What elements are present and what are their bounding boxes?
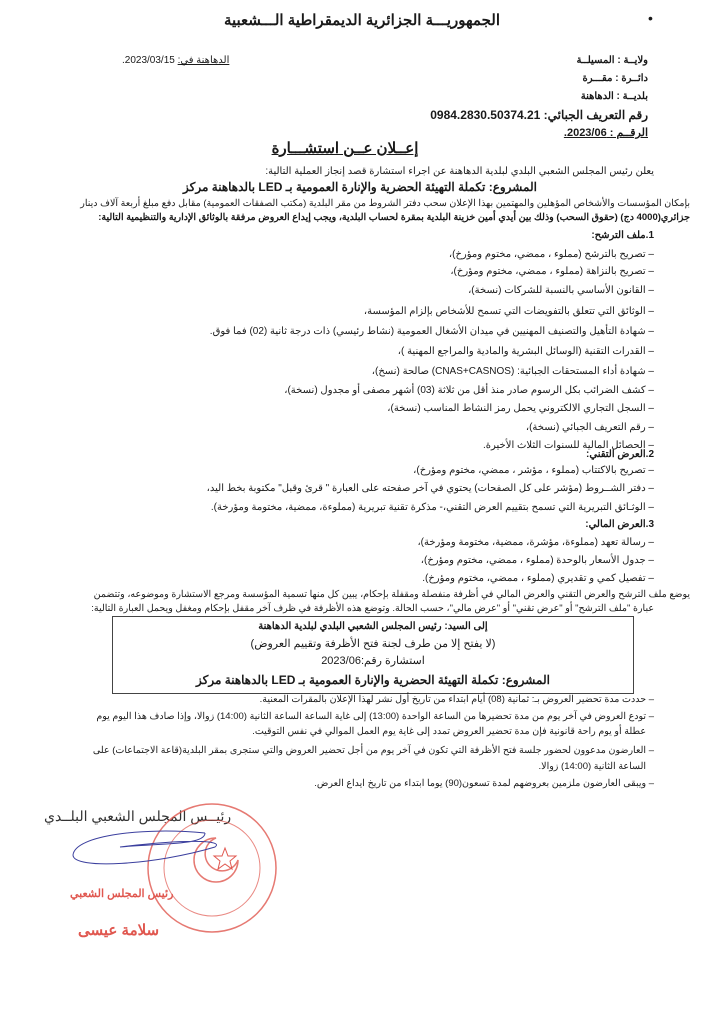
project-title: المشروع: تكملة التهيئة الحضرية والإنارة العمومية بـ LED بالدهاهنة مركز — [183, 180, 537, 194]
list-item: – الحصائل المالية للسنوات الثلاث الأخيرة. — [483, 440, 654, 452]
official-stamp — [140, 800, 280, 960]
baladia: بلديــة : الدهاهنة — [580, 91, 648, 102]
list-item: – تصريح بالترشح (مملوء ، ممضي، مختوم ومؤرخ)، — [449, 249, 654, 261]
section-3-title: 3.العرض المالي: — [585, 519, 654, 530]
list-item: – تصريح بالاكتتاب (مملوء ، مؤشر ، ممضي، مختوم ومؤرخ)، — [413, 465, 654, 477]
list-item: – دفتر الشــروط (مؤشر على كل الصفحات) يحتوي في آخر صفحته على العبارة " قرئ وقبل" مكتوبة بخط اليد، — [207, 483, 654, 495]
list-item: – الوثائق التي تتعلق بالتفويضات التي تسمح للأشخاص بإلزام المؤسسة، — [364, 306, 654, 318]
list-item: – رقم التعريف الجبائي (نسخة)، — [526, 422, 654, 434]
reference-number: الرقــم : 2023/06. — [563, 127, 648, 139]
date-line — [122, 55, 229, 67]
handwritten-signature — [65, 825, 225, 875]
paragraph-line: جزائري(4000 دج) (حقوق السحب) وذلك بين أيدي أمين خزينة البلدية بمقرة لحساب البلدية، ويجب إيداع العروض مرفقة بالوثائق الإدارية والتنظيمية التالية: — [98, 212, 690, 223]
term-item: – تودع العروض في آخر يوم من مدة تحضيرها من الساعة الواحدة (13:00) إلى غاية الساعة الساعة الثانية (14:00) زوالا، وإذا صادف هذا اليوم يوم — [96, 711, 654, 723]
republic-title: الجمهوريـــة الجزائرية الديمقراطية الـــشعبية — [223, 12, 501, 29]
term-item: – ويبقى العارضون ملزمين بعروضهم لمدة تسعون(90) يوما ابتداء من تاريخ ايداع العرض. — [314, 778, 654, 790]
stamp-title: رئيس المجلس الشعبي — [70, 888, 174, 900]
list-item: – كشف الضرائب بكل الرسوم صادر منذ أقل من ثلاثة (03) أشهر مصفى أو مجدول (نسخة)، — [284, 385, 654, 397]
list-item: – تفصيل كمي و تقديري (مملوء ، ممضي، مختوم ومؤرخ). — [422, 573, 654, 585]
box-project: المشروع: تكملة التهيئة الحضرية والإنارة العمومية بـ LED بالدهاهنة مركز — [196, 673, 550, 687]
list-item: – رسالة تعهد (مملوءة، مؤشرة، ممضية، مختومة ومؤرخة)، — [417, 537, 654, 549]
bullet-dot: • — [648, 10, 653, 26]
term-continuation: الساعة الثانية (14:00) زوالا. — [538, 761, 646, 772]
box-consultation-number: استشارة رقم:2023/06 — [321, 655, 425, 667]
paragraph-line: بإمكان المؤسسات والأشخاص المؤهلين والمهتمين بهذا الإعلان سحب دفتر الشروط من مقر البلدية (مكتب الصفقات العمومية) مقابل دفع مبلغ أربعة آلاف دينار — [80, 198, 690, 209]
date-value: 2023/03/15. — [122, 55, 178, 66]
list-item: – القدرات التقنية (الوسائل البشرية والمادية والمراجع المهنية )، — [398, 346, 654, 358]
intro-text: يعلن رئيس المجلس الشعبي البلدي لبلدية الدهاهنة عن اجراء استشارة قصد إنجاز العملية التالية: — [265, 166, 654, 177]
paragraph-line: يوضع ملف الترشح والعرض التقني والعرض المالي في أظرفة منفصلة ومقفلة بإحكام، يبين كل منها تسمية المؤسسة ومرجع الاستشارة وموضوعه، وتتضمن — [93, 589, 690, 600]
list-item: – شهادة التأهيل والتصنيف المهنيين في ميدان الأشغال العمومية (نشاط رئيسي) ذات درجة ثانية (02) فما فوق. — [210, 326, 654, 338]
term-item: – العارضون مدعوون لحضور جلسة فتح الأظرفة التي تكون في آخر يوم من أجل تحضير العروض والتي ستجرى بمقر البلدية(قاعة الاجتماعات) على — [93, 745, 654, 757]
term-continuation: عطلة أو يوم راحة قانونية فإن مدة تحضير العروض تمدد إلى غاية يوم العمل الموالي في نفس التوقيت. — [252, 726, 646, 737]
list-item: – القانون الأساسي بالنسبة للشركات (نسخة)، — [468, 285, 654, 297]
list-item: – الوثـائق التبريرية التي تسمح بتقييم العرض التقني،- مذكرة تقنية تبريرية (مملوءة، ممضية، مختومة ومؤرخة). — [211, 502, 654, 514]
envelope-label-box — [112, 616, 634, 694]
tax-id: رقم التعريف الجبائي: 0984.2830.50374.21 — [430, 108, 648, 122]
signature-title: رئيــس المجلس الشعبي البلــدي — [44, 808, 232, 824]
wilaya: ولايــة : المسيلــة — [576, 55, 648, 66]
list-item: – جدول الأسعار بالوحدة (مملوء ، ممضي، مختوم ومؤرخ)، — [421, 555, 654, 567]
list-item: – شهادة أداء المستحقات الجبائية: (CNAS+CASNOS) صالحة (نسخ)، — [372, 366, 654, 378]
date-label: الدهاهنة في: — [177, 55, 230, 66]
paragraph-line: عبارة "ملف الترشح" أو "عرض تقني" أو "عرض مالي"، حسب الحالة. وتوضع هذه الأظرفة في ظرف آخر مقفل بإحكام ومغفل ويحمل العبارة التالية: — [91, 603, 654, 614]
section-1-title: 1.ملف الترشح: — [591, 230, 654, 241]
list-item: – تصريح بالنزاهة (مملوء ، ممضي، مختوم ومؤرخ)، — [450, 266, 654, 278]
term-item: – حددت مدة تحضير العروض بـ: ثمانية (08) أيام ابتداء من تاريخ أول نشر لهذا الإعلان بالمقرات المعنية. — [260, 694, 654, 706]
daira: دائــرة : مقـــرة — [582, 73, 648, 84]
box-addressee: إلى السيد: رئيس المجلس الشعبي البلدي لبلدية الدهاهنة — [258, 621, 488, 632]
list-item: – السجل التجاري الالكتروني يحمل رمز النشاط المناسب (نسخة)، — [387, 403, 654, 415]
section-2-title: 2.العرض التقني: — [586, 449, 654, 460]
page-title: إعــلان عــن استشـــارة — [271, 140, 419, 157]
stamp-name: سلامة عيسى — [78, 922, 160, 939]
box-note: (لا يفتح إلا من طرف لجنة فتح الأظرفة وتقييم العروض) — [250, 638, 496, 650]
